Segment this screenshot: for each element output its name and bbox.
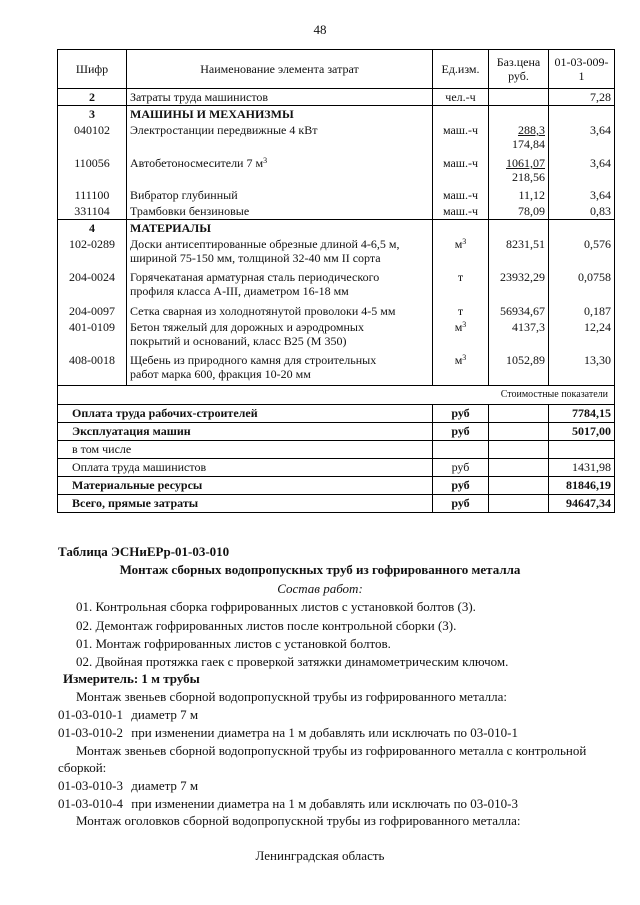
table-row [58, 89, 615, 106]
row-value: 13,30 [549, 349, 615, 386]
row-value: 3,64 [549, 122, 615, 152]
row-price-secondary: 218,56 [512, 170, 545, 184]
summary-label: Всего, прямые затраты [58, 495, 433, 513]
section-heading: Монтаж сборных водопропускных труб из гофрированного металла [119, 562, 521, 577]
row-price: 8231,51 [489, 236, 549, 266]
table-row [58, 122, 615, 152]
section-row-materials [58, 220, 615, 237]
summary-value: 5017,00 [549, 423, 615, 441]
summary-row [58, 495, 615, 513]
section-code: 4 [58, 220, 127, 237]
row-unit-text: м [454, 320, 463, 334]
resource-table [57, 49, 615, 513]
summary-unit: руб [433, 459, 489, 477]
row-name-line1: Бетон тяжелый для дорожных и аэродромных [130, 320, 364, 334]
row-name-line1: Доски антисептированные обрезные длиной 4-6,5 м, [130, 237, 400, 251]
row-unit-text: м [454, 353, 463, 367]
row-value: 0,0758 [549, 266, 615, 299]
group-title-continued: сборкой: [58, 760, 107, 775]
row-name: Трамбовки бензиновые [127, 203, 433, 220]
row-price: 56934,67 [489, 299, 549, 319]
summary-row [58, 405, 615, 423]
summary-value: 1431,98 [549, 459, 615, 477]
row-unit-sup: 3 [462, 353, 467, 362]
row-value: 0,187 [549, 299, 615, 319]
summary-unit: руб [433, 477, 489, 495]
work-item: 02. Демонтаж гофрированных листов после контрольной сборки (3). [76, 618, 457, 633]
row-unit [433, 319, 489, 349]
header-code: Шифр [58, 50, 127, 89]
work-item: 01. Монтаж гофрированных листов с установкой болтов. [76, 636, 391, 651]
row-price: 1052,89 [489, 349, 549, 386]
summary-row [58, 459, 615, 477]
norm-text: при изменении диаметра на 1 м добавлять или исключать по 03-010-3 [131, 796, 518, 811]
work-item: 02. Двойная протяжка гаек с проверкой затяжки динамометрическим ключом. [76, 654, 509, 669]
row-price [489, 89, 549, 106]
row-code: 401-0109 [58, 319, 127, 349]
norm-text: при изменении диаметра на 1 м добавлять или исключать по 03-010-1 [131, 725, 518, 740]
summary-unit: руб [433, 405, 489, 423]
row-unit: маш.-ч [433, 203, 489, 220]
measure-label: Измеритель: 1 м трубы [63, 671, 200, 686]
section-title: МАШИНЫ И МЕХАНИЗМЫ [127, 106, 433, 123]
row-value: 3,64 [549, 152, 615, 185]
row-code: 408-0018 [58, 349, 127, 386]
page-number: 48 [313, 22, 327, 37]
group-title: Монтаж звеньев сборной водопропускной трубы из гофрированного металла: [76, 689, 508, 704]
row-name [127, 349, 433, 386]
row-value: 3,64 [549, 185, 615, 203]
row-name-line2: шириной 75-150 мм, толщиной 32-40 мм II сорта [130, 251, 381, 265]
table-row [58, 152, 615, 185]
row-name-line1: Горячекатаная арматурная сталь периодического [130, 270, 380, 284]
row-unit: чел.-ч [433, 89, 489, 106]
row-value: 0,83 [549, 203, 615, 220]
row-value: 12,24 [549, 319, 615, 349]
norm-code: 01-03-010-3 [58, 778, 123, 793]
header-price-line2: руб. [508, 69, 529, 83]
norm-text: диаметр 7 м [131, 707, 199, 722]
row-price-base: 288,3 [518, 123, 545, 137]
summary-value: 81846,19 [549, 477, 615, 495]
summary-value [549, 441, 615, 459]
row-name: Вибратор глубинный [127, 185, 433, 203]
summary-label: в том числе [58, 441, 433, 459]
table-row [58, 349, 615, 386]
row-price-secondary: 174,84 [512, 137, 545, 151]
norm-item [58, 795, 518, 812]
summary-row [58, 423, 615, 441]
summary-label: Оплата труда машинистов [58, 459, 433, 477]
norm-code: 01-03-010-2 [58, 725, 123, 740]
norm-item [58, 777, 198, 794]
summary-unit [433, 441, 489, 459]
row-unit-sup: 3 [462, 320, 467, 329]
table-row [58, 203, 615, 220]
row-name: Сетка сварная из холоднотянутой проволоки 4-5 мм [127, 299, 433, 319]
norm-code: 01-03-010-4 [58, 796, 123, 811]
row-price: 4137,3 [489, 319, 549, 349]
row-price: 23932,29 [489, 266, 549, 299]
row-code: 040102 [58, 122, 127, 152]
row-unit: т [433, 299, 489, 319]
row-unit: т [433, 266, 489, 299]
row-name-line1: Щебень из природного камня для строительных [130, 353, 377, 367]
summary-value: 94647,34 [549, 495, 615, 513]
row-code: 204-0024 [58, 266, 127, 299]
table-row [58, 266, 615, 299]
row-name [127, 319, 433, 349]
header-name: Наименование элемента затрат [127, 50, 433, 89]
norm-item [58, 706, 198, 723]
row-unit: маш.-ч [433, 152, 489, 185]
row-code: 204-0097 [58, 299, 127, 319]
norm-text: диаметр 7 м [131, 778, 199, 793]
row-name [127, 266, 433, 299]
cost-indicators-row [58, 386, 615, 405]
work-item: 01. Контрольная сборка гофрированных листов с установкой болтов (3). [76, 599, 476, 614]
footer-region: Ленинградская область [255, 848, 385, 863]
row-price-base: 1061,07 [506, 156, 545, 170]
row-code: 2 [58, 89, 127, 106]
row-unit [433, 349, 489, 386]
row-name-line2: покрытий и оснований, класс В25 (М 350) [130, 334, 347, 348]
summary-label: Эксплуатация машин [58, 423, 433, 441]
row-code: 331104 [58, 203, 127, 220]
group-title: Монтаж оголовков сборной водопропускной трубы из гофрированного металла: [76, 813, 521, 828]
row-price [489, 152, 549, 185]
row-value: 7,28 [549, 89, 615, 106]
row-unit: маш.-ч [433, 185, 489, 203]
row-unit: маш.-ч [433, 122, 489, 152]
section-title: МАТЕРИАЛЫ [127, 220, 433, 237]
row-value: 0,576 [549, 236, 615, 266]
table-row [58, 299, 615, 319]
row-unit-sup: 3 [462, 237, 467, 246]
row-name-text: Автобетоносмесители 7 м [130, 156, 264, 170]
row-name-sup: 3 [263, 156, 268, 165]
row-code: 111100 [58, 185, 127, 203]
row-code: 102-0289 [58, 236, 127, 266]
table-header-row [58, 50, 615, 89]
table-row [58, 185, 615, 203]
group-title: Монтаж звеньев сборной водопропускной трубы из гофрированного металла с контрольной [76, 743, 587, 758]
row-name-line2: работ марка 600, фракция 10-20 мм [130, 367, 311, 381]
row-name: Затраты труда машинистов [127, 89, 433, 106]
header-unit: Ед.изм. [433, 50, 489, 89]
row-name [127, 236, 433, 266]
row-price: 11,12 [489, 185, 549, 203]
section-row-machines [58, 106, 615, 123]
header-price-line1: Баз.цена [496, 55, 541, 69]
summary-unit: руб [433, 495, 489, 513]
table-row [58, 236, 615, 266]
row-price [489, 122, 549, 152]
summary-label: Оплата труда рабочих-строителей [58, 405, 433, 423]
header-norm: 01-03-009-1 [549, 50, 615, 89]
summary-label: Материальные ресурсы [58, 477, 433, 495]
row-unit-text: м [454, 237, 463, 251]
row-unit [433, 236, 489, 266]
cost-indicators-label: Стоимостные показатели [58, 386, 615, 405]
summary-value: 7784,15 [549, 405, 615, 423]
row-name-line2: профиля класса А-III, диаметром 16-18 мм [130, 284, 349, 298]
norm-item [58, 724, 518, 741]
table-row [58, 319, 615, 349]
row-name [127, 152, 433, 185]
header-price [489, 50, 549, 89]
summary-row [58, 477, 615, 495]
summary-unit: руб [433, 423, 489, 441]
row-code: 110056 [58, 152, 127, 185]
table-title: Таблица ЭСНиЕРр-01-03-010 [58, 544, 230, 559]
norm-code: 01-03-010-1 [58, 707, 123, 722]
row-name: Электростанции передвижные 4 кВт [127, 122, 433, 152]
works-label: Состав работ: [277, 581, 363, 596]
row-price: 78,09 [489, 203, 549, 220]
section-code: 3 [58, 106, 127, 123]
summary-row [58, 441, 615, 459]
